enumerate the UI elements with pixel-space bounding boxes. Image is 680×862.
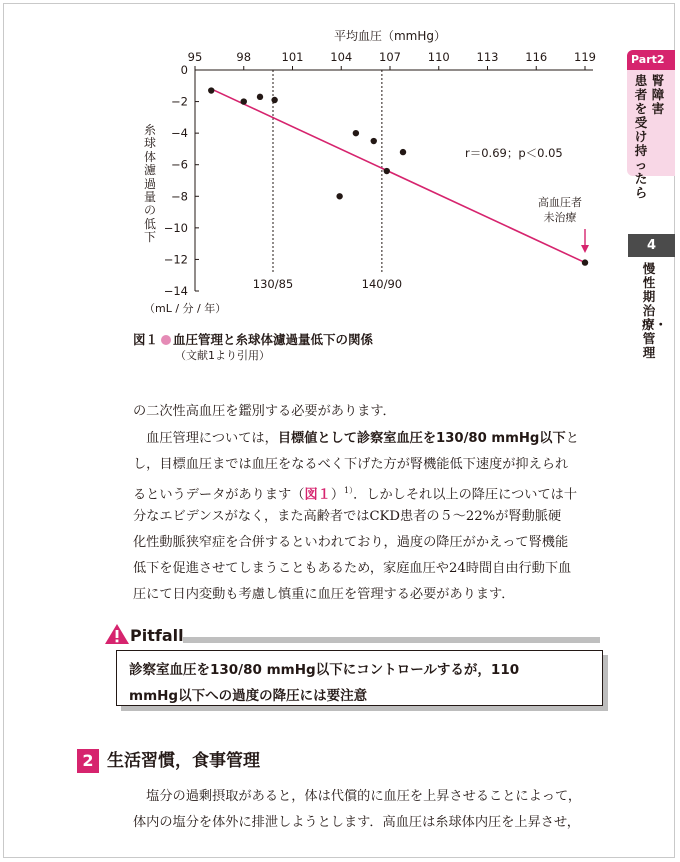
section-number: 2 bbox=[77, 749, 99, 773]
x-tick-label: 110 bbox=[427, 50, 450, 64]
stat-annotation: r＝0.69；p＜0.05 bbox=[465, 146, 563, 160]
part-tab-title-col1: 腎障害 bbox=[651, 73, 665, 116]
reference-line-label: 140/90 bbox=[361, 277, 403, 291]
body-line-4 bbox=[133, 479, 607, 507]
figure-source: （文献1より引用） bbox=[175, 349, 270, 362]
body-line-2 bbox=[133, 427, 607, 451]
x-tick-label: 113 bbox=[476, 50, 499, 64]
body-text: 血圧管理については， bbox=[133, 431, 278, 446]
body-text: るというデータがあります（ bbox=[133, 487, 305, 503]
pitfall-title: Pitfall bbox=[130, 626, 184, 645]
y-tick-label: −12 bbox=[163, 252, 188, 267]
data-point bbox=[400, 149, 406, 155]
body-text: ） bbox=[330, 487, 344, 503]
body-line-6: 化性動脈狭窄症を合併するといわれており，過度の降圧がかえって腎機能 bbox=[133, 535, 569, 550]
section-body-line-2: 体内の塩分を体外に排泄しようとします．高血圧は糸球体内圧を上昇させ， bbox=[133, 815, 580, 830]
caption-bullet-icon bbox=[161, 335, 171, 345]
untreated-label: 未治療 bbox=[543, 211, 577, 224]
part-tab-label: Part2 bbox=[627, 50, 675, 70]
x-tick-label: 116 bbox=[525, 50, 548, 64]
x-tick-label: 95 bbox=[187, 50, 203, 64]
y-tick-label: −4 bbox=[171, 126, 188, 141]
y-tick-label: −8 bbox=[171, 189, 188, 204]
data-point bbox=[336, 193, 342, 199]
x-tick-label: 119 bbox=[574, 50, 596, 64]
body-line-1: の二次性高血圧を鑑別する必要があります． bbox=[133, 404, 396, 419]
data-point bbox=[384, 168, 390, 174]
citation-sup[interactable]: 1） bbox=[344, 486, 354, 495]
data-point bbox=[371, 138, 377, 144]
x-tick-label: 104 bbox=[330, 50, 353, 64]
y-tick-label: −2 bbox=[171, 94, 188, 109]
section-body-line-1: 塩分の過剰摂取があると，体は代償的に血圧を上昇させることによって， bbox=[133, 789, 582, 804]
pitfall-header-bar bbox=[183, 637, 600, 643]
data-point bbox=[241, 98, 247, 104]
scatter-chart bbox=[0, 0, 680, 330]
untreated-label: 高血圧者 bbox=[538, 196, 582, 209]
body-line-5: 分なエビデンスがなく，また高齢者ではCKD患者の５～22%が腎動脈硬 bbox=[133, 509, 562, 524]
y-axis-unit: （mL / 分 / 年） bbox=[144, 302, 227, 315]
figure-label: 図１ bbox=[133, 332, 159, 347]
pitfall-text bbox=[129, 657, 519, 709]
regression-line bbox=[211, 89, 585, 263]
data-point bbox=[353, 130, 359, 136]
x-tick-label: 107 bbox=[379, 50, 401, 64]
body-line-3: し，目標血圧までは血圧をなるべく下げた方が腎機能低下速度が抑えられ bbox=[133, 457, 569, 472]
chapter-tab-title: 慢性期治療・管理 bbox=[642, 261, 668, 360]
figure-reference-link[interactable]: 図１ bbox=[304, 487, 331, 503]
figure-caption bbox=[133, 330, 373, 348]
body-line-7: 低下を促進させてしまうこともあるため，家庭血圧や24時間自由行動下血 bbox=[133, 561, 572, 576]
section-title: 生活習慣，食事管理 bbox=[107, 751, 260, 771]
warning-icon bbox=[104, 622, 130, 646]
y-tick-label: −14 bbox=[163, 284, 188, 298]
data-point bbox=[271, 97, 277, 103]
part-tab-title-col2: 患者を受け持ったら bbox=[634, 73, 648, 200]
x-tick-label: 101 bbox=[281, 50, 304, 64]
x-tick-label: 98 bbox=[236, 50, 252, 64]
y-tick-label: −6 bbox=[171, 157, 188, 172]
y-tick-label: −10 bbox=[163, 220, 188, 235]
reference-line-label: 130/85 bbox=[252, 277, 294, 291]
data-point bbox=[257, 94, 263, 100]
body-text: ．しかしそれ以上の降圧については十 bbox=[353, 487, 578, 503]
figure-title: 血圧管理と糸球体濾過量低下の関係 bbox=[173, 332, 374, 347]
y-axis-title: 糸球体濾過量の低下 bbox=[143, 123, 156, 245]
arrow-down-icon bbox=[581, 245, 589, 253]
chapter-tab-number[interactable]: 4 bbox=[628, 234, 675, 257]
x-axis-title: 平均血圧（mmHg） bbox=[333, 29, 447, 43]
body-text: と bbox=[565, 431, 579, 446]
body-line-8: 圧にて日内変動も考慮し慎重に血圧を管理する必要があります． bbox=[133, 587, 515, 602]
data-point bbox=[582, 259, 588, 265]
y-tick-label: 0 bbox=[180, 63, 188, 77]
pitfall-line-2: mmHg以下への過度の降圧には要注意 bbox=[129, 688, 368, 704]
body-emphasis: 目標値として診察室血圧を130/80 mmHg以下 bbox=[277, 431, 566, 446]
data-point bbox=[208, 87, 214, 93]
pitfall-line-1: 診察室血圧を130/80 mmHg以下にコントロールするが，110 bbox=[129, 662, 520, 678]
